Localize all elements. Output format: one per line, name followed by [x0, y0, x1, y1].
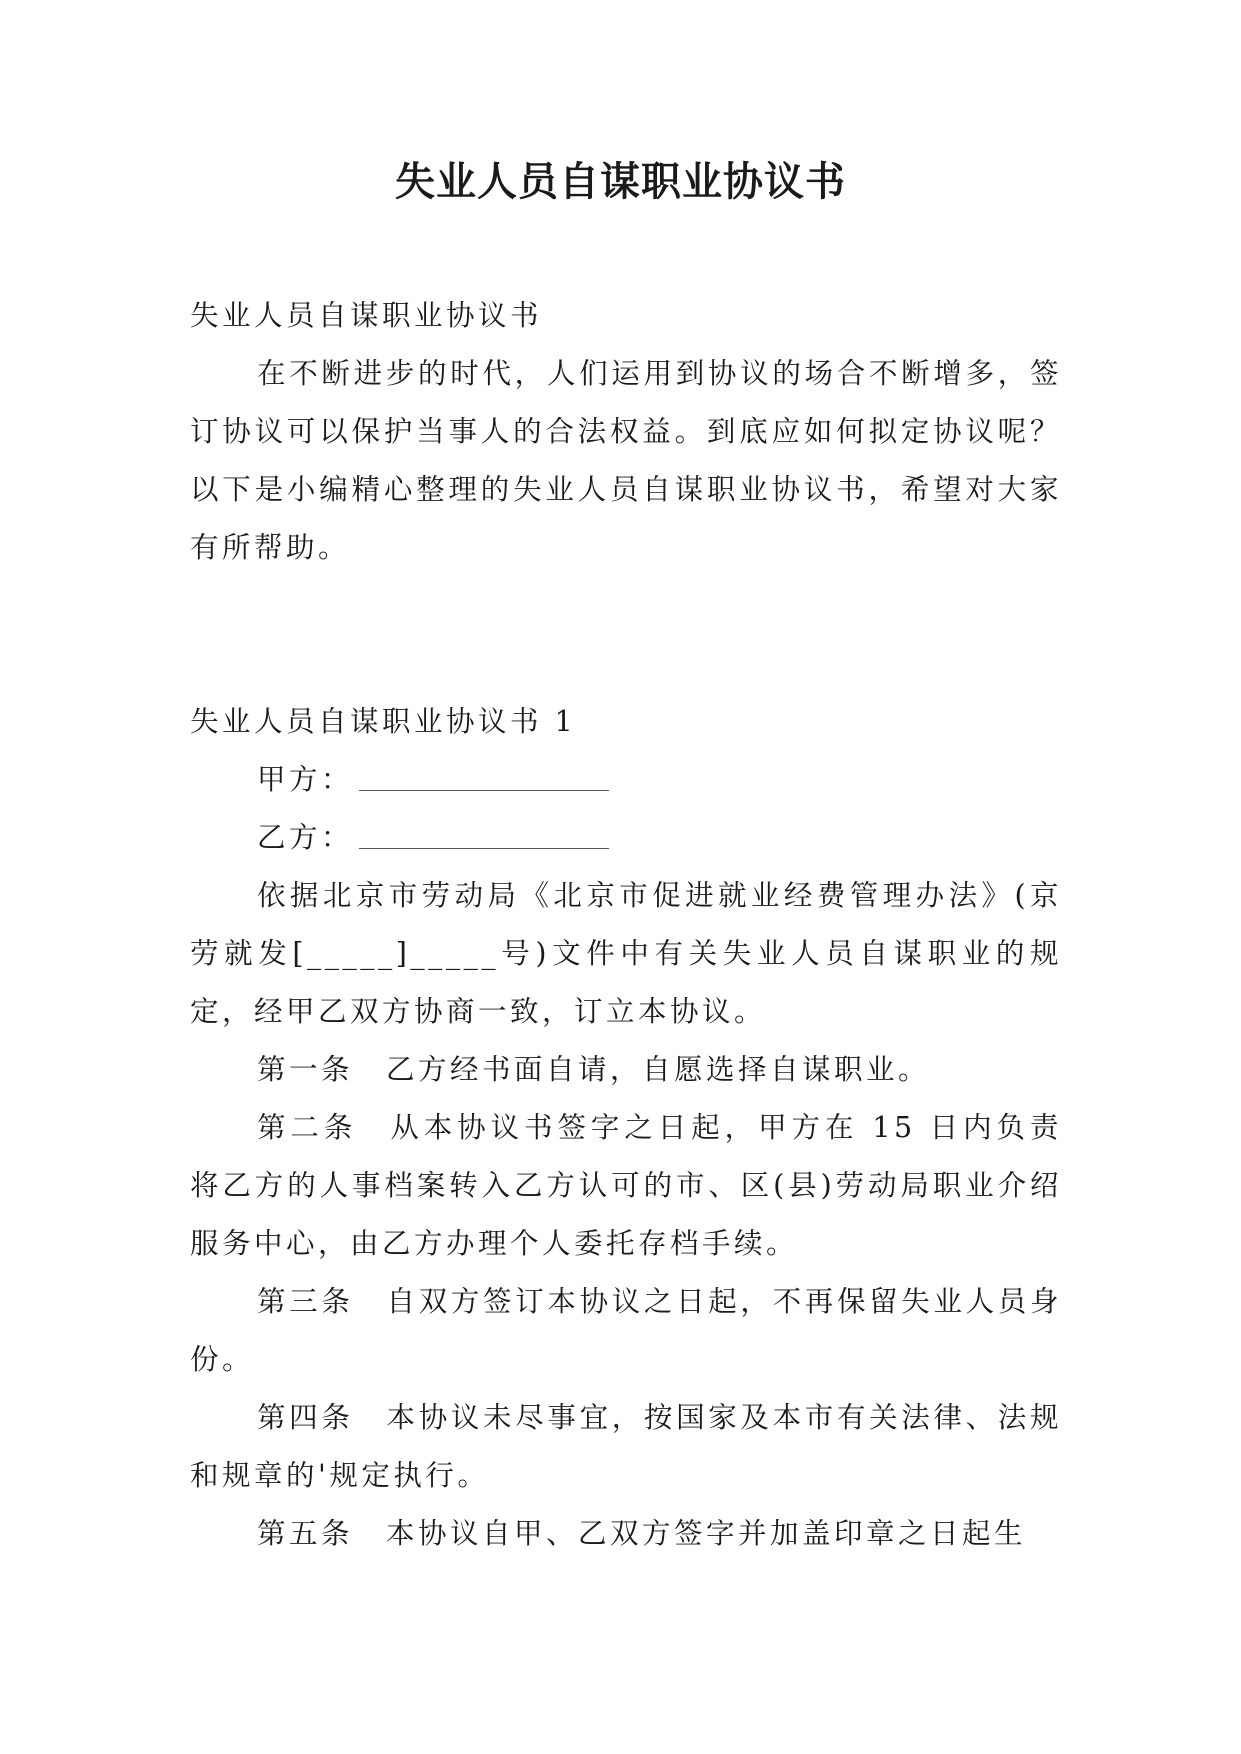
article-4-text: 本协议未尽事宜，按国家及本市有关法律、法规和规章的'规定执行。 [190, 1401, 1062, 1492]
party-b-label: 乙方： [257, 821, 354, 854]
article-3-text: 自双方签订本协议之日起，不再保留失业人员身份。 [190, 1285, 1062, 1376]
article-2-label: 第二条 [257, 1111, 358, 1144]
party-a-line [190, 751, 1062, 809]
party-b-line [190, 809, 1062, 867]
article-5 [190, 1505, 1062, 1563]
document-body [190, 287, 1062, 1563]
article-4 [190, 1389, 1062, 1505]
article-1-text: 乙方经书面自请，自愿选择自谋职业。 [386, 1053, 931, 1086]
section-heading: 失业人员自谋职业协议书 1 [190, 705, 577, 738]
party-b-blank [359, 828, 609, 849]
document-title: 失业人员自谋职业协议书 [395, 158, 846, 205]
party-a-label: 甲方： [257, 763, 354, 796]
document-subtitle: 失业人员自谋职业协议书 [190, 299, 543, 332]
article-2 [190, 1099, 1062, 1273]
basis-paragraph: 依据北京市劳动局《北京市促进就业经费管理办法》(京劳就发[_____]_____号)文件中有关失业人员自谋职业的规定，经甲乙双方协商一致，订立本协议。 [190, 879, 1062, 1028]
article-3 [190, 1273, 1062, 1389]
article-2-text: 从本协议书签字之日起，甲方在 15 日内负责将乙方的人事档案转入乙方认可的市、区(县)劳动局职业介绍服务中心，由乙方办理个人委托存档手续。 [190, 1111, 1062, 1260]
article-4-label: 第四条 [257, 1401, 354, 1434]
spacer [190, 577, 1062, 693]
article-5-label: 第五条 [257, 1517, 354, 1550]
party-a-blank [359, 770, 609, 791]
article-1 [190, 1041, 1062, 1099]
article-1-label: 第一条 [257, 1053, 354, 1086]
article-3-label: 第三条 [257, 1285, 354, 1318]
article-5-text: 本协议自甲、乙双方签字并加盖印章之日起生 [386, 1517, 1027, 1550]
intro-paragraph: 在不断进步的时代，人们运用到协议的场合不断增多，签订协议可以保护当事人的合法权益。到底应如何拟定协议呢？以下是小编精心整理的失业人员自谋职业协议书，希望对大家有所帮助。 [190, 357, 1062, 564]
